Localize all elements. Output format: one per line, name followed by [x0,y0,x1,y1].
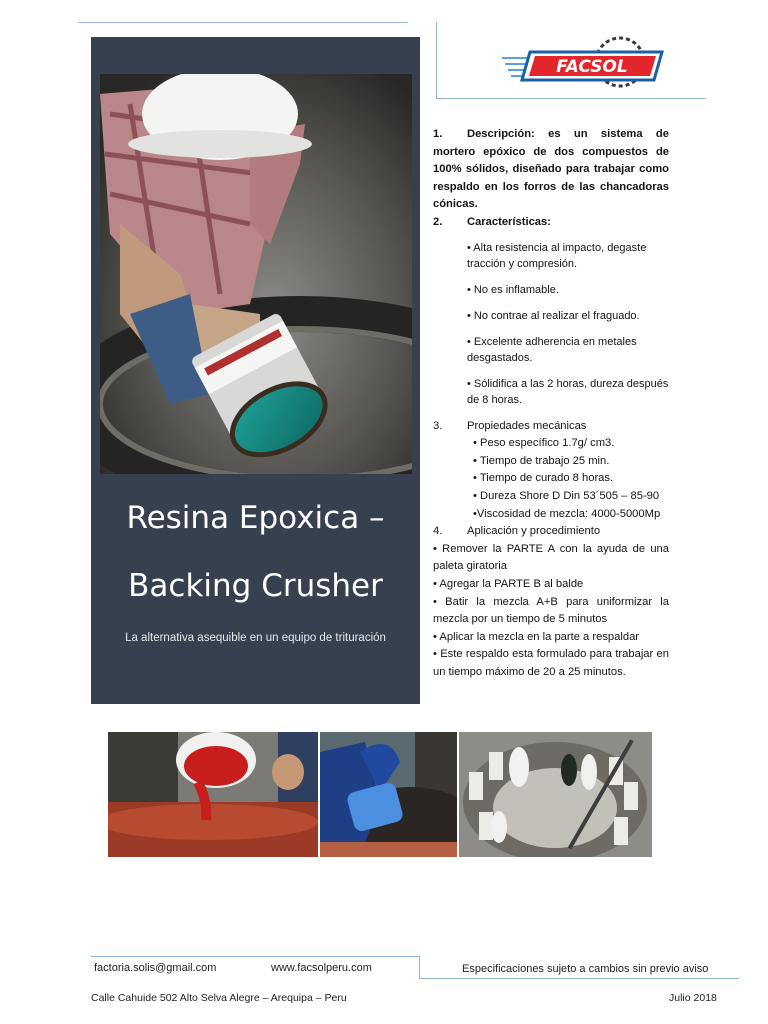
footer-notice: Especificaciones sujeto a cambios sin previo aviso [462,963,709,975]
list-item: • Aplicar la mezcla en la parte a respaldar [433,630,640,643]
content-column [433,126,669,681]
facsol-logo [502,34,670,90]
list-item: • Batir la mezcla A+B para uniformizar la mezcla por un tiempo de 5 minutos [433,595,669,626]
list-item: • Peso específico 1.7g/ cm3. [473,437,615,450]
list-item: • No contrae al realizar el fraguado. [467,309,640,322]
list-item: • Excelente adherencia en metales desgastados. [467,335,637,364]
header-bottom-rule [436,98,706,99]
procedure-list [433,541,669,682]
section-number: 4. [433,525,443,538]
section-number: 1. [433,128,443,140]
footer-vertical-rule [419,956,420,978]
main-photo-worker [100,74,412,474]
footer-website-link[interactable]: www.facsolperu.com [271,962,372,974]
characteristics-title: Características: [467,215,551,228]
footer-rule-right [419,978,739,979]
list-item: • Este respaldo esta formulado para trabajar en un tiempo máximo de 20 a 25 minutos. [433,648,669,678]
list-item: • Dureza Shore D Din 53´505 – 85-90 [473,489,660,502]
section-properties-heading [433,418,669,436]
panel-subtitle: La alternativa asequible en un equipo de trituración [125,632,386,644]
list-item: • Tiempo de curado 8 horas. [473,472,614,485]
list-item: • Sólidifica a las 2 horas, dureza después de 8 horas. [467,377,669,406]
header-vertical-rule [436,22,437,98]
footer-email-link[interactable]: factoria.solis@gmail.com [94,962,217,974]
description-text: Descripción: es un sistema de mortero epóxico de dos compuestos de 100% sólidos, diseñado para trabajar como respaldo en los forros de las chancadoras cónicas. [433,128,669,211]
footer-address: Calle Cahuide 502 Alto Selva Alegre – Arequipa – Peru [91,992,347,1004]
top-rule [78,22,408,23]
properties-list [433,435,669,505]
section-description [433,126,669,214]
properties-title: Propiedades mecánicas [467,419,587,432]
characteristics-list [433,240,669,408]
title-line-2: Backing Crusher [128,568,383,604]
viscosity-line: •Viscosidad de mezcla: 4000-5000Mp [473,507,661,520]
list-item: • Alta resistencia al impacto, degaste tracción y compresión. [467,241,647,270]
section-number: 3. [433,419,443,432]
procedure-title: Aplicación y procedimiento [467,525,601,538]
photo-crusher-interior [459,732,652,857]
photo-pouring-resin [108,732,318,857]
section-procedure-heading [433,523,669,541]
footer-date: Julio 2018 [669,992,717,1004]
list-item: • Agregar la PARTE B al balde [433,577,584,590]
photo-worker-bucket [320,732,457,857]
footer-rule-left [91,956,419,957]
title-line-1: Resina Epoxica – [126,500,385,536]
list-item: • Remover la PARTE A con la ayuda de una paleta giratoria [433,542,669,573]
list-item: • Tiempo de trabajo 25 min. [473,454,610,467]
section-characteristics-heading [433,214,669,232]
section-number: 2. [433,215,443,228]
list-item: • No es inflamable. [467,283,559,296]
logo-text: FACSOL [556,57,628,77]
